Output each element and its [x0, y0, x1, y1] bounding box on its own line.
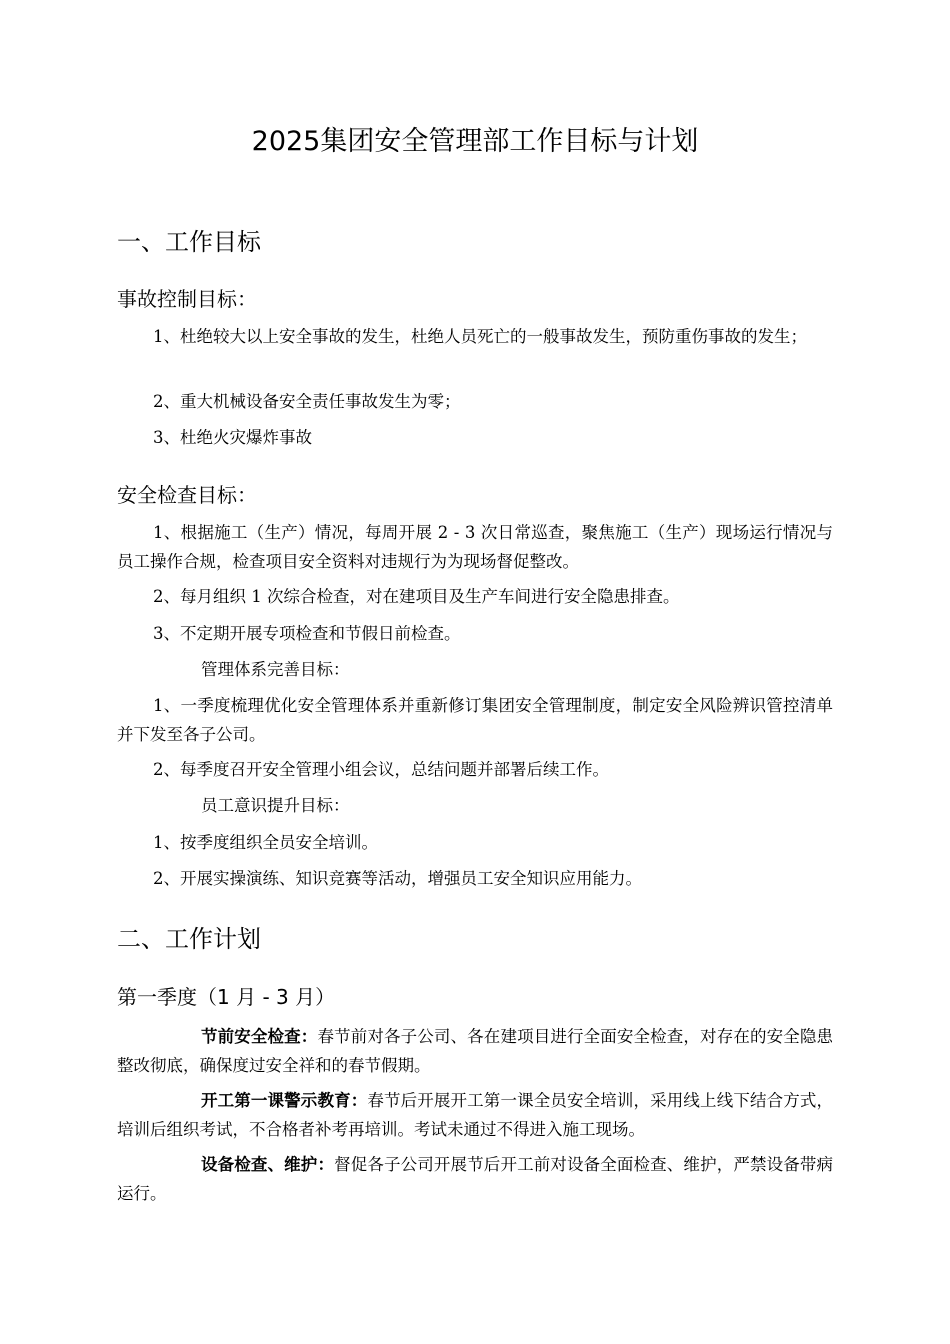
paragraph-q1-pre-holiday	[117, 1022, 833, 1080]
paragraph-q1-equipment	[117, 1150, 833, 1208]
label-pre-holiday-inspection: 节前安全检查：	[201, 1027, 318, 1046]
paragraph-system-1: 1、一季度梳理优化安全管理体系并重新修订集团安全管理制度，制定安全风险辨识管控清单并下发至各子公司。	[117, 696, 833, 744]
section-heading-plan: 二、工作计划	[117, 925, 261, 953]
section-heading-goals: 一、工作目标	[117, 228, 261, 256]
subheading-management-system: 管理体系完善目标：	[201, 660, 350, 679]
paragraph-inspection-1: 1、根据施工（生产）情况，每周开展 2 - 3 次日常巡查，聚焦施工（生产）现场运行情况与员工操作合规，检查项目安全资料对违规行为为现场督促整改。	[117, 523, 833, 571]
text-first-lesson: 春节后开展开工第一课全员安全培训，采用线上线下结合方式，培训后组织考试，不合格者补考再培训。考试未通过不得进入施工现场。	[117, 1091, 834, 1139]
paragraph-awareness-2: 2、开展实操演练、知识竞赛等活动，增强员工安全知识应用能力。	[153, 869, 642, 888]
paragraph-accident-1: 1、杜绝较大以上安全事故的发生，杜绝人员死亡的一般事故发生，预防重伤事故的发生；	[153, 327, 807, 346]
text-equipment-check: 督促各子公司开展节后开工前对设备全面检查、维护，严禁设备带病运行。	[117, 1155, 834, 1203]
paragraph-q1-first-lesson	[117, 1086, 833, 1144]
document-title: 2025集团安全管理部工作目标与计划	[251, 126, 699, 157]
paragraph-accident-2: 2、重大机械设备安全责任事故发生为零；	[153, 392, 461, 411]
paragraph-inspection-3: 3、不定期开展专项检查和节假日前检查。	[153, 624, 461, 643]
subheading-staff-awareness: 员工意识提升目标：	[201, 796, 350, 815]
text-pre-holiday-inspection: 春节前对各子公司、各在建项目进行全面安全检查，对存在的安全隐患整改彻底，确保度过安全祥和的春节假期。	[117, 1027, 834, 1075]
paragraph-accident-3: 3、杜绝火灾爆炸事故	[153, 428, 312, 447]
subheading-q1: 第一季度（1 月 - 3 月）	[117, 985, 336, 1009]
paragraph-system-2: 2、每季度召开安全管理小组会议，总结问题并部署后续工作。	[153, 760, 609, 779]
label-first-lesson: 开工第一课警示教育：	[201, 1091, 368, 1110]
paragraph-inspection-2: 2、每月组织 1 次综合检查，对在建项目及生产车间进行安全隐患排查。	[153, 587, 680, 606]
label-equipment-check: 设备检查、维护：	[201, 1155, 335, 1174]
subheading-accident-control: 事故控制目标：	[117, 287, 257, 311]
subheading-safety-inspection: 安全检查目标：	[117, 483, 257, 507]
paragraph-awareness-1: 1、按季度组织全员安全培训。	[153, 833, 378, 852]
